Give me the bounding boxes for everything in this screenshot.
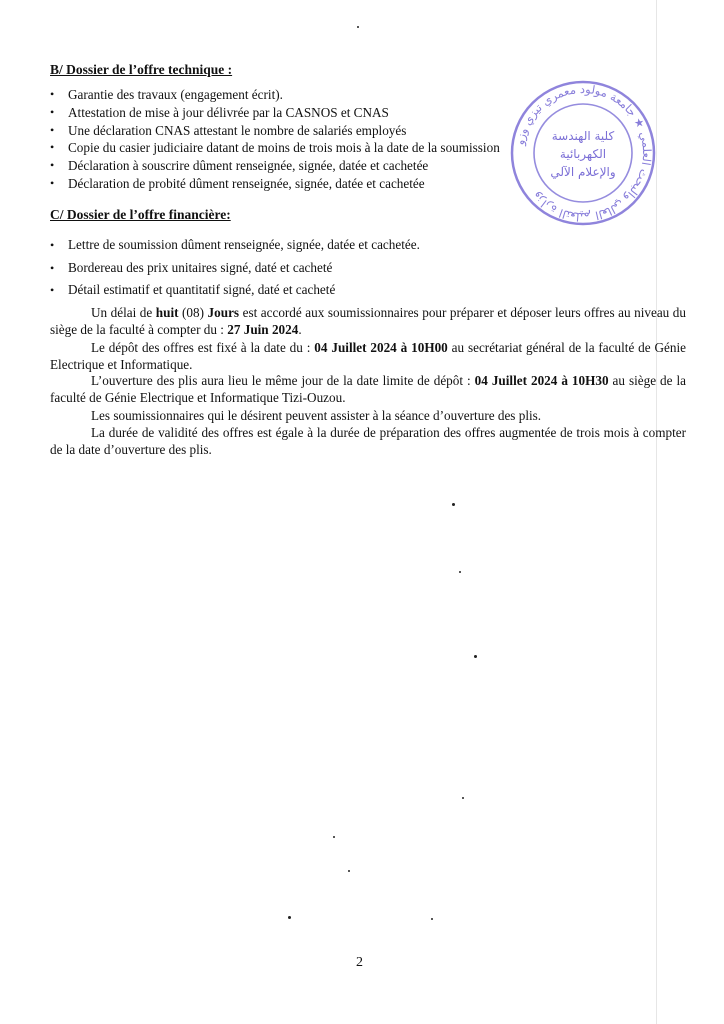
scan-speck <box>333 836 335 838</box>
official-stamp-seal <box>508 78 658 228</box>
scan-speck <box>348 870 350 872</box>
stamp-line-1: كلية الهندسة <box>551 129 615 143</box>
list-item: • Une déclaration CNAS attestant le nombre de salariés employés <box>50 122 500 140</box>
list-item: • Bordereau des prix unitaires signé, daté et cacheté <box>50 257 420 280</box>
list-item: • Attestation de mise à jour délivrée par la CASNOS et CNAS <box>50 104 500 122</box>
stamp-line-3: والإعلام الآلي <box>550 165 616 179</box>
list-item: • Déclaration à souscrire dûment renseignée, signée, datée et cachetée <box>50 157 500 175</box>
section-b-title: B/ Dossier de l’offre technique : <box>50 62 233 77</box>
list-item: • Copie du casier judiciaire datant de moins de trois mois à la date de la soumission <box>50 139 500 157</box>
list-item: • Garantie des travaux (engagement écrit). <box>50 86 500 104</box>
scan-speck <box>462 797 464 799</box>
stamp-outer-text: وزارة التعليم العالي والبحث العلمي ★ جامعة مولود معمري تيزي وزو <box>512 81 655 225</box>
stamp-line-2: الكهربائية <box>559 147 607 161</box>
scan-speck <box>452 503 455 506</box>
paragraph-validity: La durée de validité des offres est égale à la durée de préparation des offres augmentée de trois mois à compter de la date d’ouverture des plis. <box>50 425 686 457</box>
scan-speck <box>431 918 433 920</box>
scan-speck <box>288 916 291 919</box>
scan-speck <box>459 571 461 573</box>
paragraph-deposit: Le dépôt des offres est fixé à la date du : 04 Juillet 2024 à 10H00 au secrétariat général de la faculté de Génie Electrique et Informatique. <box>50 340 686 372</box>
paragraph-opening: L’ouverture des plis aura lieu le même jour de la date limite de dépôt : 04 Juillet 2024 à 10H30 au siège de la faculté de Génie Electrique et Informatique Tizi-Ouzou. <box>50 373 686 405</box>
scan-speck <box>474 655 477 658</box>
list-item: • Détail estimatif et quantitatif signé, daté et cacheté <box>50 279 420 302</box>
paragraph-attendance: Les soumissionnaires qui le désirent peuvent assister à la séance d’ouverture des plis. <box>91 408 542 423</box>
section-c-list <box>50 234 420 302</box>
section-c-title: C/ Dossier de l’offre financière: <box>50 207 231 222</box>
scan-speck <box>357 26 359 28</box>
page-number: 2 <box>356 955 363 970</box>
list-item: • Déclaration de probité dûment renseignée, signée, datée et cachetée <box>50 175 500 193</box>
section-b-list <box>50 86 500 193</box>
paragraph-delay: Un délai de huit (08) Jours est accordé aux soumissionnaires pour préparer et déposer leurs offres au niveau du siège de la faculté à compter du : 27 Juin 2024. <box>50 305 686 337</box>
list-item: • Lettre de soumission dûment renseignée, signée, datée et cachetée. <box>50 234 420 257</box>
